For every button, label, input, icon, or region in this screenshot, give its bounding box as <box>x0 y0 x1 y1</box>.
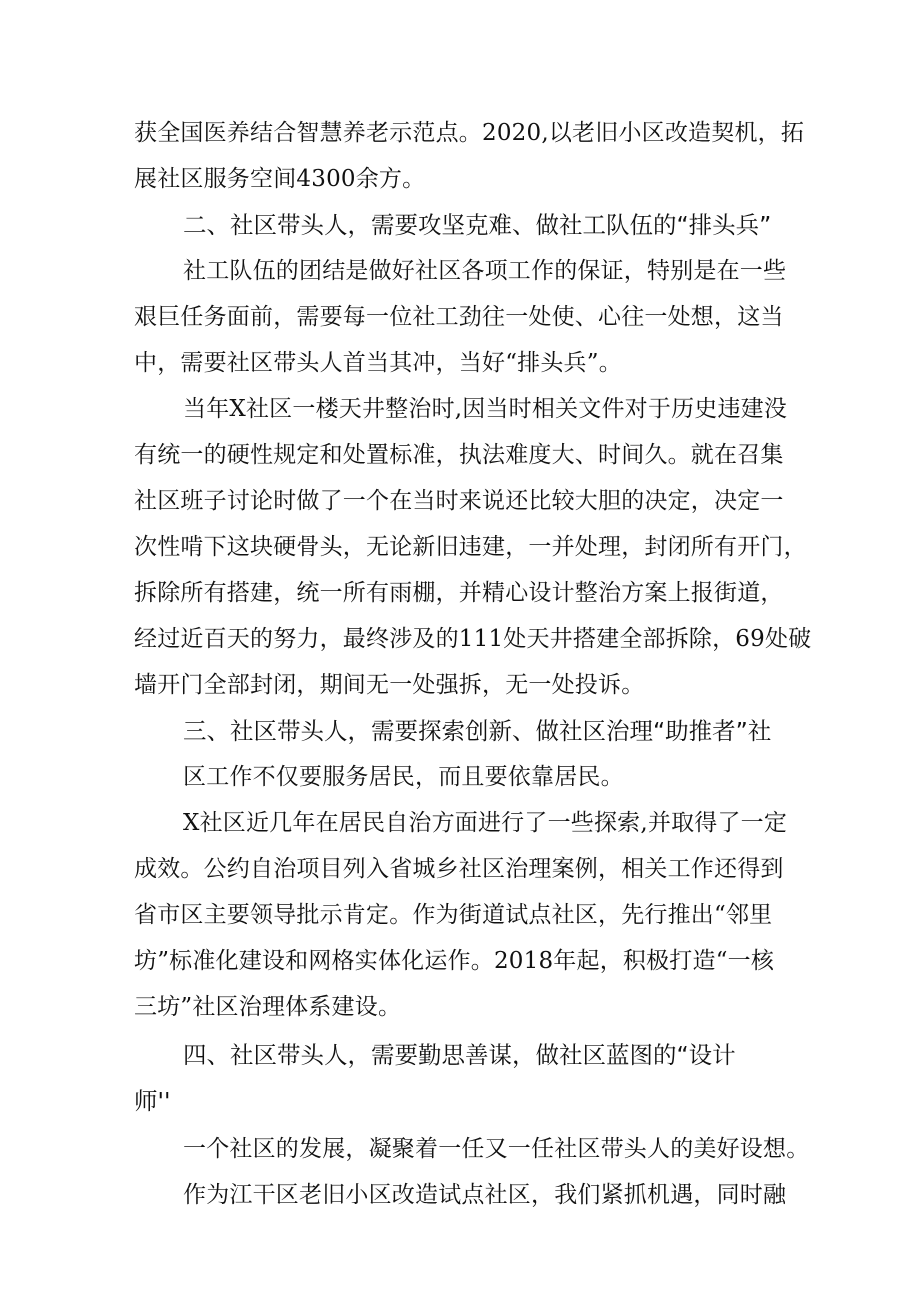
text-line: 社工队伍的团结是做好社区各项工作的保证，特别是在一些 <box>183 258 787 284</box>
text-line: 中，需要社区带头人首当其冲，当好“排头兵”。 <box>134 350 622 376</box>
text-line: X社区近几年在居民自治方面进行了一些探索,并取得了一定 <box>183 810 788 836</box>
text-line: 作为江干区老旧小区改造试点社区，我们紧抓机遇，同时融 <box>183 1182 787 1208</box>
text-line: 墙开门全部封闭，期间无一处强拆，无一处投诉。 <box>134 672 645 698</box>
section-heading-continuation: 师'' <box>134 1087 171 1115</box>
text-line: 次性啃下这块硬骨头，无论新旧违建，一并处理，封闭所有开门， <box>134 534 807 560</box>
text-line: 三坊”社区治理体系建设。 <box>134 994 402 1020</box>
text-line: 获全国医养结合智慧养老示范点。2020,以老旧小区改造契机，拓 <box>134 120 805 146</box>
text-line: 艰巨任务面前，需要每一位社工劲往一处使、心往一处想，这当 <box>134 304 784 330</box>
text-line: 拆除所有搭建，统一所有雨棚，并精心设计整治方案上报街道， <box>134 580 784 606</box>
text-line: 经过近百天的努力，最终涉及的111处天井搭建全部拆除，69处破 <box>134 626 812 652</box>
section-heading: 四、社区带头人，需要勤思善谋，做社区蓝图的“设计 <box>183 1041 736 1069</box>
text-line: 有统一的硬性规定和处置标准，执法难度大、时间久。就在召集 <box>134 442 784 468</box>
section-heading: 三、社区带头人，需要探索创新、做社区治理“助推者”社 <box>183 717 772 745</box>
text-line: 一个社区的发展，凝聚着一任又一任社区带头人的美好设想。 <box>183 1136 810 1162</box>
text-line: 省市区主要领导批示肯定。作为街道试点社区，先行推出“邻里 <box>134 902 773 928</box>
text-line: 展社区服务空间4300余方。 <box>134 166 426 192</box>
text-line: 区工作不仅要服务居民，而且要依靠居民。 <box>183 764 624 790</box>
section-heading: 二、社区带头人，需要攻坚克难、做社工队伍的“排头兵” <box>183 211 772 239</box>
text-line: 社区班子讨论时做了一个在当时来说还比较大胆的决定，决定一 <box>134 488 784 514</box>
text-line: 成效。公约自治项目列入省城乡社区治理案例，相关工作还得到 <box>134 856 784 882</box>
text-line: 当年X社区一楼天井整治时,因当时相关文件对于历史违建没 <box>183 396 788 422</box>
text-line: 坊”标准化建设和网格实体化运作。2018年起，积极打造“一核 <box>134 948 775 974</box>
